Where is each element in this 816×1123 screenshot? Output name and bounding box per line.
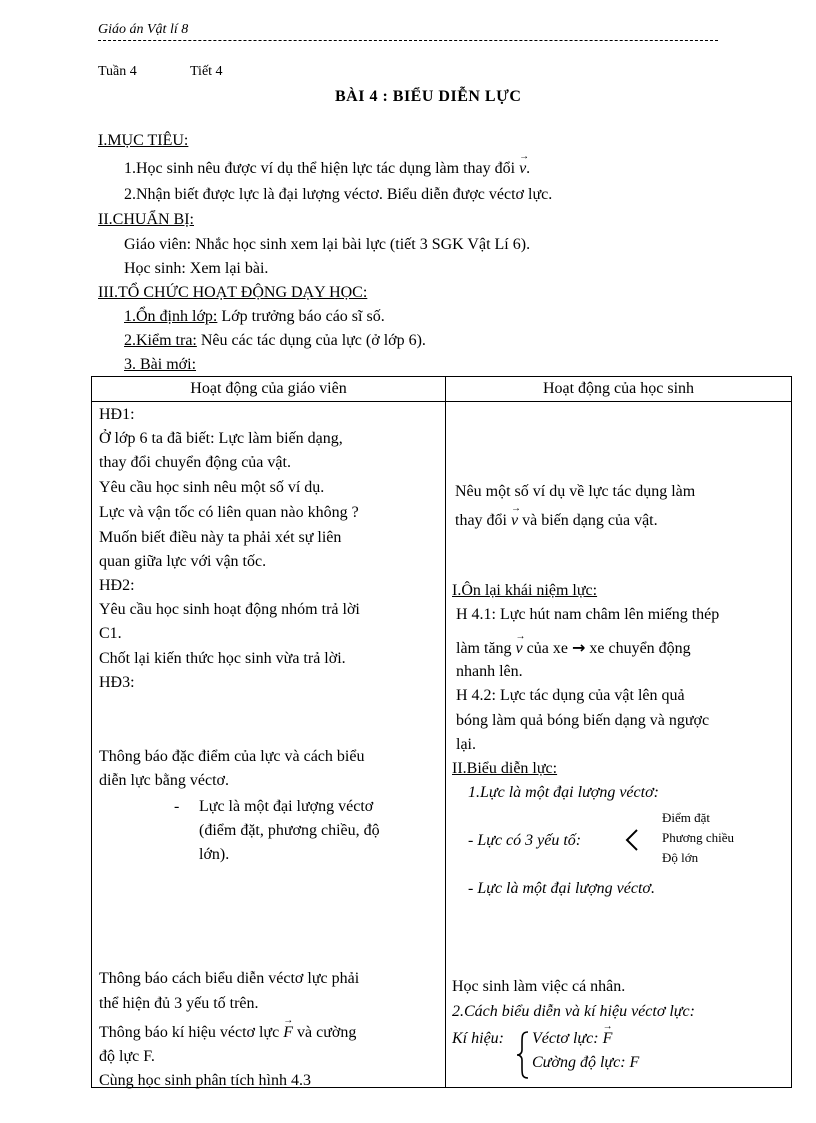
student-text: lại. <box>456 736 476 753</box>
header-divider <box>98 40 718 41</box>
teacher-text: độ lực F. <box>99 1048 155 1065</box>
teacher-text: thể hiện đủ 3 yếu tố trên. <box>99 995 259 1012</box>
teacher-column-header: Hoạt động của giáo viên <box>92 377 446 402</box>
step-3: 3. Bài mới: <box>124 356 197 373</box>
objective-item-2: 2.Nhận biết được lực là đại lượng véctơ. Biểu diễn được véctơ lực. <box>124 186 553 203</box>
student-text: thay đổi → v và biến dạng của vật. <box>455 512 658 530</box>
teacher-text: thay đổi chuyển động của vật. <box>99 454 291 471</box>
vector-force-line: Véctơ lực: → F <box>532 1030 612 1048</box>
factors-label: - Lực có 3 yếu tố: <box>468 832 582 849</box>
teacher-text: (điểm đặt, phương chiều, độ <box>199 822 380 839</box>
student-text: H 4.2: Lực tác dụng của vật lên quả <box>456 687 685 704</box>
student-column-header: Hoạt động của học sinh <box>446 377 792 402</box>
teacher-text: C1. <box>99 625 122 642</box>
bullet-dash: - <box>174 798 180 815</box>
preparation-teacher: Giáo viên: Nhắc học sinh xem lại bài lực (tiết 3 SGK Vật Lí 6). <box>124 236 531 253</box>
teacher-text: Thông báo cách biểu diễn véctơ lực phải <box>99 970 360 987</box>
force-magnitude-line: Cường độ lực: F <box>532 1054 640 1071</box>
student-subheading: 1.Lực là một đại lượng véctơ: <box>468 784 659 801</box>
student-text: Nêu một số ví dụ về lực tác dụng làm <box>455 483 696 500</box>
student-activities-cell <box>446 402 792 1088</box>
activity-table <box>91 376 792 1088</box>
student-text: Học sinh làm việc cá nhân. <box>452 978 626 995</box>
force-vector-symbol: → F <box>283 1024 293 1042</box>
teacher-text: lớn). <box>199 846 230 863</box>
objectives-heading: I.MỤC TIÊU: <box>98 132 189 149</box>
factor-item: Phương chiều <box>662 830 735 845</box>
step-1: 1.Ổn định lớp: Lớp trưởng báo cáo sĩ số. <box>124 308 385 325</box>
document-header: Giáo án Vật lí 8 <box>98 22 189 37</box>
week-label: Tuần 4 <box>98 64 137 79</box>
velocity-vector-symbol: → v <box>516 640 523 658</box>
student-subheading: 2.Cách biểu diễn và kí hiệu véctơ lực: <box>452 1003 695 1020</box>
teacher-text: Lực và vận tốc có liên quan nào không ? <box>99 504 359 521</box>
velocity-vector-symbol: → v <box>519 160 526 178</box>
period-label: Tiết 4 <box>190 64 223 79</box>
preparation-heading: II.CHUẨN BỊ: <box>98 211 194 228</box>
preparation-student: Học sinh: Xem lại bài. <box>124 260 269 277</box>
teacher-text: quan giữa lực với vận tốc. <box>99 553 267 570</box>
teacher-text: Yêu cầu học sinh nêu một số ví dụ. <box>99 479 325 496</box>
teacher-text: diễn lực bằng véctơ. <box>99 772 229 789</box>
student-text: H 4.1: Lực hút nam châm lên miếng thép <box>456 606 720 623</box>
student-text: làm tăng → v của xe → xe chuyển động <box>456 638 691 658</box>
hd1-label: HĐ1: <box>99 406 135 423</box>
hd2-label: HĐ2: <box>99 577 135 594</box>
hd3-label: HĐ3: <box>99 674 135 691</box>
teacher-activities-cell <box>92 402 446 1088</box>
force-vector-symbol: → F <box>603 1030 613 1048</box>
factor-item: Điểm đặt <box>662 810 711 825</box>
teacher-text: Lực là một đại lượng véctơ <box>199 798 374 815</box>
representation-section-heading: II.Biểu diễn lực: <box>452 760 558 777</box>
review-section-heading: I.Ôn lại khái niệm lực: <box>452 582 598 599</box>
vector-statement: - Lực là một đại lượng véctơ. <box>468 880 655 897</box>
left-angle-bracket-icon <box>623 827 641 853</box>
step-2: 2.Kiểm tra: Nêu các tác dụng của lực (ở lớp 6). <box>124 332 426 349</box>
symbol-label: Kí hiệu: <box>452 1030 504 1047</box>
teacher-text: Muốn biết điều này ta phải xét sự liên <box>99 529 342 546</box>
teacher-text: Yêu cầu học sinh hoạt động nhóm trả lời <box>99 601 360 618</box>
teacher-text: Ở lớp 6 ta đã biết: Lực làm biến dạng, <box>99 430 343 447</box>
right-arrow-icon: → <box>571 638 586 657</box>
lesson-title: BÀI 4 : BIỂU DIỄN LỰC <box>335 88 522 105</box>
student-text: nhanh lên. <box>456 663 523 680</box>
student-text: bóng làm quả bóng biến dạng và ngược <box>456 712 710 729</box>
teacher-text: Chốt lại kiến thức học sinh vừa trả lời. <box>99 650 346 667</box>
teacher-text: Thông báo kí hiệu véctơ lực → F và cường <box>99 1024 356 1042</box>
activities-heading: III.TỔ CHỨC HOẠT ĐỘNG DẠY HỌC: <box>98 284 368 301</box>
left-brace-icon <box>514 1030 530 1080</box>
teacher-text: Cùng học sinh phân tích hình 4.3 <box>99 1072 311 1089</box>
velocity-vector-symbol: → v <box>511 512 518 530</box>
teacher-text: Thông báo đặc điểm của lực và cách biểu <box>99 748 365 765</box>
objective-item-1: 1.Học sinh nêu được ví dụ thể hiện lực tác dụng làm thay đổi → v. <box>124 160 530 178</box>
factor-item: Độ lớn <box>662 850 699 865</box>
